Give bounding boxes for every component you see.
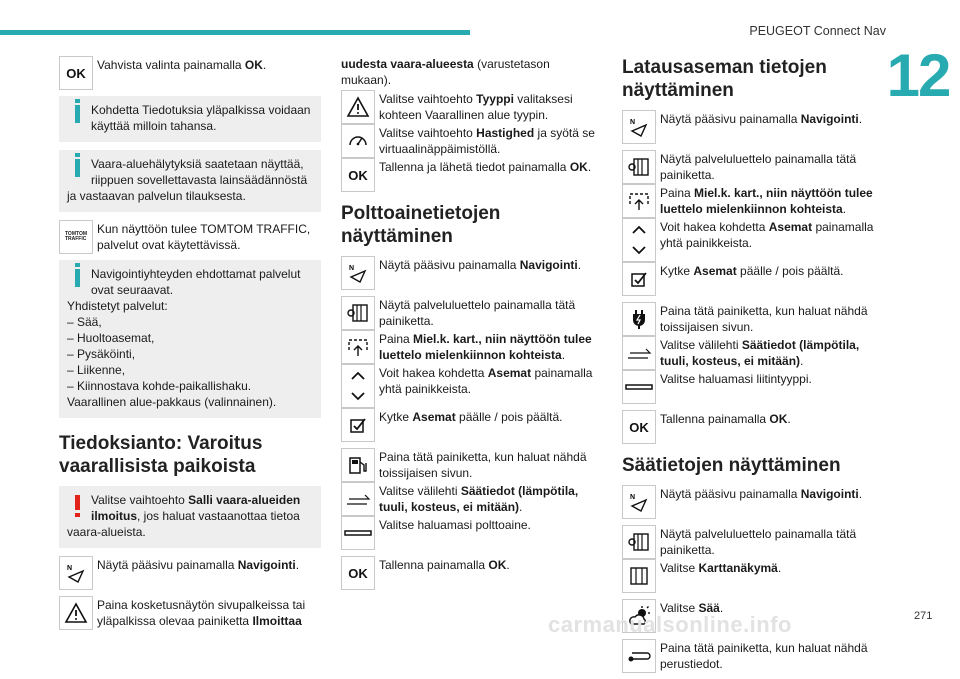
step-text: Valitse Sää. (660, 601, 724, 615)
step-navigation (59, 556, 321, 590)
column-2 (341, 56, 603, 596)
tomtom-traffic-icon: TOMTOM TRAFFIC (59, 220, 93, 254)
ok-button-icon: OK (341, 158, 375, 192)
warning-triangle-icon (59, 596, 93, 630)
charging-plug-icon (622, 302, 656, 336)
page-number: 271 (914, 610, 933, 622)
step-poi (622, 184, 884, 218)
map-view-icon (622, 559, 656, 593)
column-3 (622, 56, 884, 679)
warning-note: Valitse vaihtoehto Salli vaara-alueiden ilmoitus, jos haluat vastaanottaa tietoa vaara-alueista. (59, 486, 321, 548)
list-item: – Huoltoasemat, (67, 331, 155, 345)
step-text: Voit hakea kohdetta Asemat painamalla yhtä painikkeista. (660, 220, 874, 250)
step-basic-info (622, 639, 884, 673)
step-speed (341, 124, 603, 158)
services-list-icon (622, 525, 656, 559)
warning-icon (75, 495, 80, 510)
step-tab (341, 482, 603, 516)
ok-button-icon: OK (341, 556, 375, 590)
step-text: Tallenna painamalla OK. (660, 412, 791, 426)
step-text: Valitse välilehti Säätiedot (lämpötila, tuuli, kosteus, ei mitään). (379, 484, 579, 514)
step-text: Kytke Asemat päälle / pois päältä. (660, 264, 844, 278)
list-item: – Pysäköinti, (67, 347, 136, 361)
info-note: Kohdetta Tiedotuksia yläpalkissa voidaan käyttää milloin tahansa. (59, 96, 321, 142)
step-text: Näytä palveluluettelo painamalla tätä painiketta. (660, 152, 857, 182)
section-heading: Polttoainetietojen näyttäminen (341, 203, 501, 247)
warning-triangle-icon (341, 90, 375, 124)
step-text: Tallenna painamalla OK. (379, 558, 510, 572)
svg-text:N: N (349, 265, 355, 272)
step-navigation (622, 110, 884, 144)
step-text: Valitse välilehti Säätiedot (lämpötila, tuuli, kosteus, ei mitään). (660, 338, 860, 368)
header-title: PEUGEOT Connect Nav (749, 24, 886, 38)
step-text: Voit hakea kohdetta Asemat painamalla yhtä painikkeista. (379, 366, 593, 396)
poi-screen-icon (622, 184, 656, 218)
section-heading: Tiedoksianto: Varoitus vaarallisista paikoista (59, 433, 263, 477)
thermometer-icon (622, 639, 656, 673)
step-search (622, 218, 884, 262)
fuel-pump-icon (341, 448, 375, 482)
services-footer: Vaarallinen alue-pakkaus (valinnainen). (67, 395, 277, 409)
step-text: Kytke Asemat päälle / pois päältä. (379, 410, 563, 424)
step-services (341, 296, 603, 330)
step-text: Näytä palveluluettelo painamalla tätä painiketta. (660, 527, 857, 557)
info-icon (75, 159, 80, 177)
step-text: Näytä pääsivu painamalla Navigointi. (660, 487, 863, 501)
step-secondary (341, 448, 603, 482)
step-secondary (622, 302, 884, 336)
navigation-arrow-icon (622, 110, 656, 144)
tab-icon (622, 336, 656, 370)
step-save (341, 556, 603, 590)
step-text: Näytä palveluluettelo painamalla tätä painiketta. (379, 298, 576, 328)
ok-button-icon: OK (622, 410, 656, 444)
step-text: Vahvista valinta painamalla OK. (97, 58, 267, 72)
header-accent-bar (0, 30, 470, 35)
step-fuel (341, 516, 603, 550)
svg-text:N: N (67, 565, 73, 572)
step-confirm-ok (59, 56, 321, 90)
step-type (341, 90, 603, 124)
step-text: Tallenna ja lähetä tiedot painamalla OK. (379, 160, 592, 174)
info-note: Vaara-aluehälytyksiä saatetaan näyttää, riippuen sovellettavasta lainsäädännöstä ja vastaavan palvelun tilauksesta. (59, 150, 321, 212)
step-report (59, 596, 321, 630)
chevron-up-down-icon (341, 364, 375, 408)
step-save-send (341, 158, 603, 192)
section-heading: Latausaseman tietojen näyttäminen (622, 57, 827, 101)
step-text: Paina tätä painiketta, kun haluat nähdä toissijaisen sivun. (379, 450, 587, 480)
services-list-icon (622, 150, 656, 184)
ok-button-icon: OK (59, 56, 93, 90)
checkbox-icon (341, 408, 375, 442)
chapter-number: 12 (886, 42, 950, 109)
step-map-view (622, 559, 884, 593)
step-text: Valitse vaihtoehto Tyyppi valitaksesi kohteen Vaarallinen alue tyypin. (379, 92, 573, 122)
section-heading: Säätietojen näyttäminen (622, 455, 841, 476)
info-note-services: Navigointiyhteyden ehdottamat palvelut ovat seuraavat. Yhdistetyt palvelut: – Sää, – Huoltoasemat, – Pysäköinti, – Liikenne, – Kiinnostava kohde-paikallishaku. Vaarallinen alue-pakkaus (valinnainen). (59, 260, 321, 418)
step-text: Paina kosketusnäytön sivupalkeissa tai yläpalkissa olevaa painiketta Ilmoittaa (97, 598, 306, 628)
svg-text:N: N (630, 119, 636, 126)
step-text: Valitse vaihtoehto Hastighed ja syötä se virtuaalinäppäimistöllä. (379, 126, 595, 156)
services-list-icon (341, 296, 375, 330)
step-text: Valitse haluamasi liitintyyppi. (660, 372, 812, 386)
info-icon (75, 269, 80, 287)
step-text: Paina tätä painiketta, kun haluat nähdä perustiedot. (660, 641, 868, 671)
continued-text: uudesta vaara-alueesta (varustetason mukaan). (341, 57, 550, 87)
step-connector (622, 370, 884, 404)
step-text: Näytä pääsivu painamalla Navigointi. (379, 258, 582, 272)
watermark: carmanualsonline.info (548, 612, 792, 637)
step-poi (341, 330, 603, 364)
tab-icon (341, 482, 375, 516)
step-save (622, 410, 884, 444)
column-1 (59, 56, 321, 636)
navigation-arrow-icon (341, 256, 375, 290)
navigation-arrow-icon (59, 556, 93, 590)
step-services (622, 150, 884, 184)
step-text: Näytä pääsivu painamalla Navigointi. (660, 112, 863, 126)
step-toggle (622, 262, 884, 296)
speedometer-icon (341, 124, 375, 158)
svg-text:N: N (630, 494, 636, 501)
checkbox-icon (622, 262, 656, 296)
chevron-up-down-icon (622, 218, 656, 262)
list-item: – Kiinnostava kohde-paikallishaku. (67, 379, 252, 393)
list-item: – Sää, (67, 315, 102, 329)
list-bar-icon (341, 516, 375, 550)
step-text: Paina Miel.k. kart., niin näyttöön tulee luettelo mielenkiinnon kohteista. (660, 186, 873, 216)
navigation-arrow-icon (622, 485, 656, 519)
list-item: – Liikenne, (67, 363, 126, 377)
step-toggle (341, 408, 603, 442)
step-text: Näytä pääsivu painamalla Navigointi. (97, 558, 300, 572)
step-navigation (622, 485, 884, 519)
step-tab (622, 336, 884, 370)
step-text: Paina Miel.k. kart., niin näyttöön tulee luettelo mielenkiinnon kohteista. (379, 332, 592, 362)
step-tomtom (59, 220, 321, 254)
list-bar-icon (622, 370, 656, 404)
services-label: Yhdistetyt palvelut: (67, 299, 168, 313)
step-services (622, 525, 884, 559)
step-text: Paina tätä painiketta, kun haluat nähdä toissijaisen sivun. (660, 304, 868, 334)
step-search (341, 364, 603, 408)
step-text: Kun näyttöön tulee TOMTOM TRAFFIC, palvelut ovat käytettävissä. (97, 222, 311, 252)
step-text: Valitse haluamasi polttoaine. (379, 518, 531, 532)
step-text: Valitse Karttanäkymä. (660, 561, 782, 575)
step-navigation (341, 256, 603, 290)
info-icon (75, 105, 80, 123)
poi-screen-icon (341, 330, 375, 364)
